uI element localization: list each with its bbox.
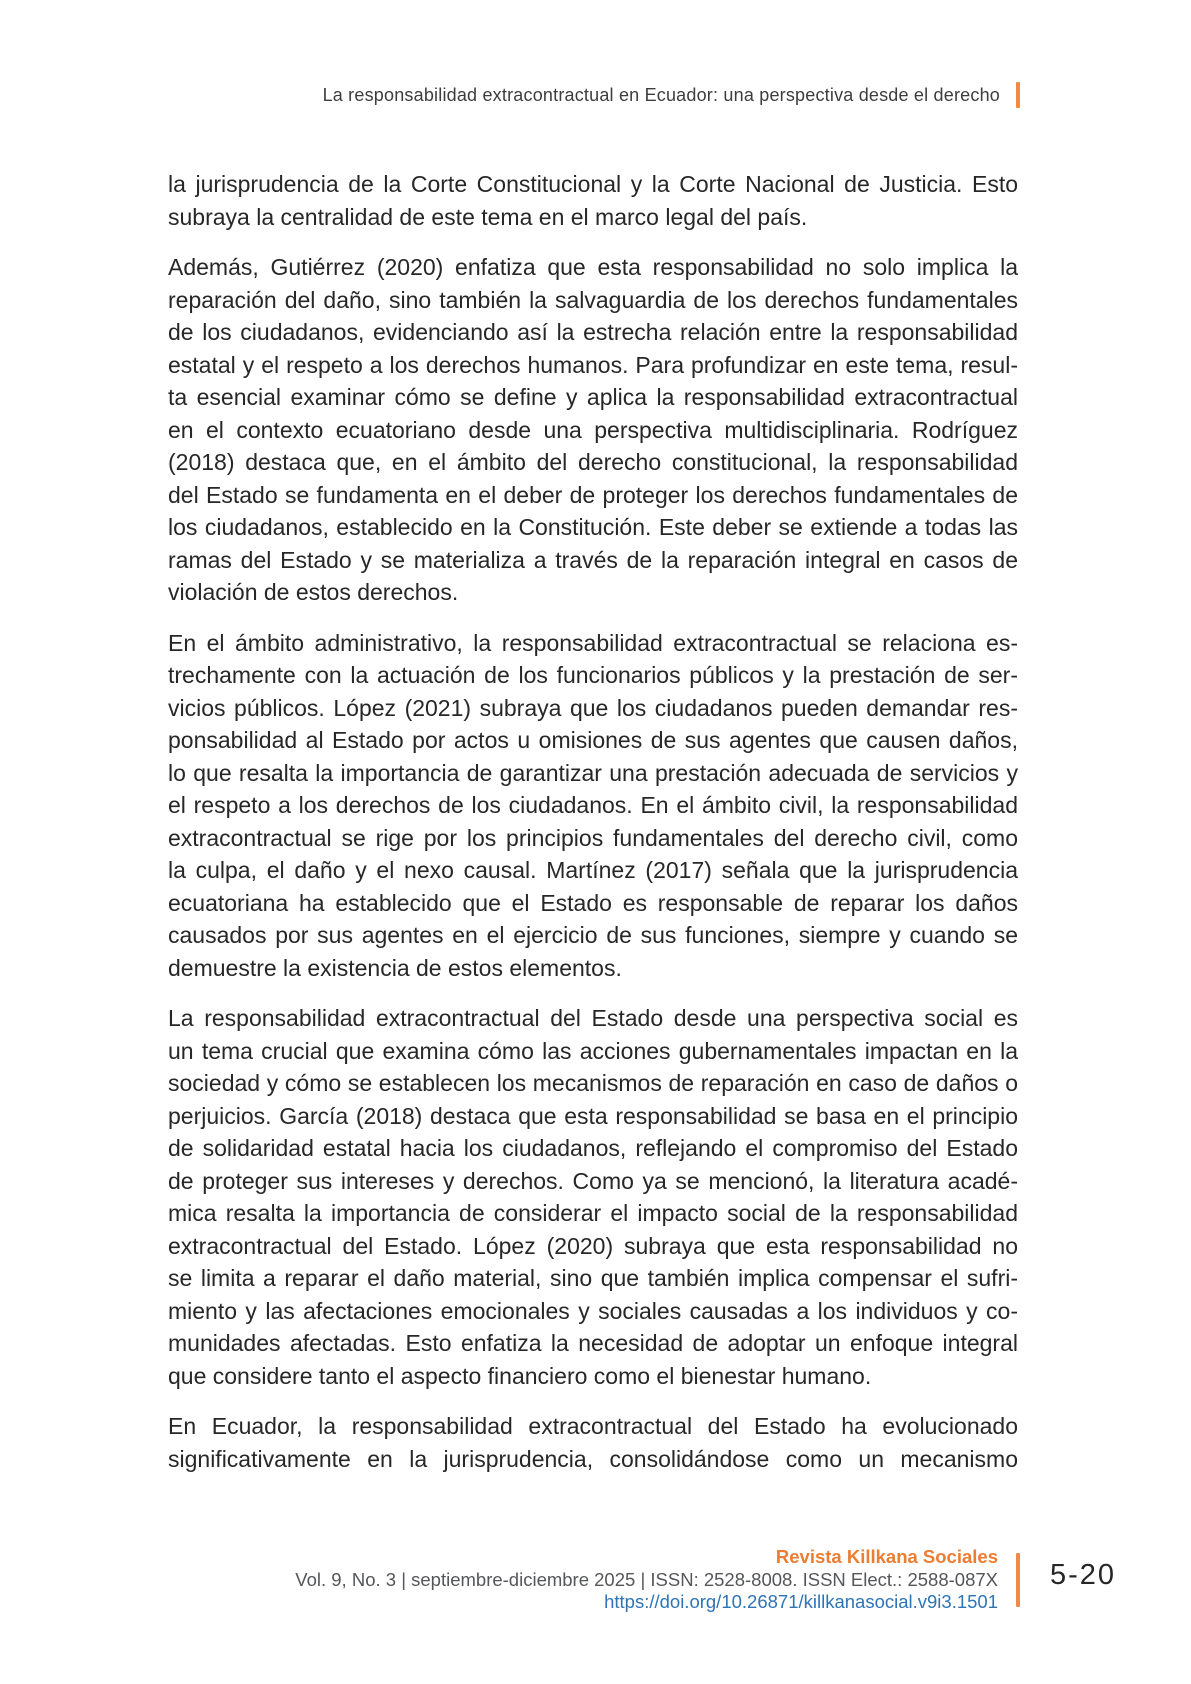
text-line: La responsabilidad extracontractual del Estado desde una perspectiva social es	[168, 1005, 1018, 1031]
text-line: significativamente en la jurisprudencia, consolidándose como un mecanismo	[168, 1445, 1018, 1472]
text-line: extracontractual del Estado. López (2020) subraya que esta responsabilidad no	[168, 1232, 1018, 1259]
text-line: mica resalta la importancia de considerar el impacto social de la responsabilidad	[168, 1200, 1018, 1226]
footer-accent-bar	[1016, 1553, 1020, 1607]
text-line: en el contexto ecuatoriano desde una perspectiva multidisciplinaria. Rodríguez	[168, 416, 1018, 443]
text-line: la jurisprudencia de la Corte Constitucional y la Corte Nacional de Justicia. Esto	[168, 171, 1018, 197]
text-line: sociedad y cómo se establecen los mecanismos de reparación en caso de daños o	[168, 1070, 1018, 1096]
paragraph	[168, 168, 1018, 233]
text-line: del Estado se fundamenta en el deber de proteger los derechos fundamentales de	[168, 481, 1018, 508]
text-line: En el ámbito administrativo, la responsabilidad extracontractual se relaciona es-	[168, 629, 1018, 656]
article-body	[168, 168, 1018, 1493]
text-line: los ciudadanos, establecido en la Constitución. Este deber se extiende a todas las	[168, 514, 1018, 540]
text-line: ponsabilidad al Estado por actos u omisiones de sus agentes que causen daños,	[168, 727, 1018, 753]
text-line: ecuatoriana ha establecido que el Estado es responsable de reparar los daños	[168, 889, 1018, 916]
text-line: violación de estos derechos.	[168, 579, 459, 605]
paragraph	[168, 251, 1018, 609]
running-header	[323, 82, 1020, 108]
text-line: vicios públicos. López (2021) subraya que los ciudadanos pueden demandar res-	[168, 694, 1018, 721]
text-line: un tema crucial que examina cómo las acciones gubernamentales impactan en la	[168, 1037, 1018, 1064]
paragraph	[168, 1410, 1018, 1475]
text-line: trechamente con la actuación de los funcionarios públicos y la prestación de ser-	[168, 662, 1018, 688]
footer-issue-line: Vol. 9, No. 3 | septiembre-diciembre 2025 | ISSN: 2528-8008. ISSN Elect.: 2588-087X	[295, 1568, 998, 1590]
text-line: de solidaridad estatal hacia los ciudadanos, reflejando el compromiso del Estado	[168, 1135, 1018, 1161]
header-accent-bar	[1016, 82, 1020, 108]
text-line: de proteger sus intereses y derechos. Como ya se mencionó, la literatura acadé-	[168, 1167, 1018, 1194]
text-line: ta esencial examinar cómo se define y aplica la responsabilidad extracontractual	[168, 384, 1018, 410]
page-number: 5-20	[1050, 1559, 1117, 1591]
text-line: (2018) destaca que, en el ámbito del derecho constitucional, la responsabilidad	[168, 449, 1018, 475]
text-line: munidades afectadas. Esto enfatiza la necesidad de adoptar un enfoque integral	[168, 1330, 1018, 1356]
text-line: miento y las afectaciones emocionales y sociales causadas a los individuos y co-	[168, 1297, 1018, 1324]
footer-journal-title: Revista Killkana Sociales	[775, 1546, 998, 1567]
text-line: estatal y el respeto a los derechos humanos. Para profundizar en este tema, resul-	[168, 351, 1018, 378]
text-line: de los ciudadanos, evidenciando así la estrecha relación entre la responsabilidad	[168, 319, 1018, 345]
text-line: causados por sus agentes en el ejercicio de sus funciones, siempre y cuando se	[168, 922, 1018, 948]
paragraph	[168, 1002, 1018, 1392]
text-line: En Ecuador, la responsabilidad extracontractual del Estado ha evolucionado	[168, 1413, 1018, 1439]
text-line: demuestre la existencia de estos elementos.	[168, 954, 622, 981]
text-line: lo que resalta la importancia de garantizar una prestación adecuada de servicios y	[168, 759, 1018, 786]
footer-block	[295, 1546, 998, 1614]
footer-doi-link[interactable]: https://doi.org/10.26871/killkanasocial.v9i3.1501	[604, 1591, 998, 1612]
text-line: subraya la centralidad de este tema en el marco legal del país.	[168, 203, 808, 230]
text-line: el respeto a los derechos de los ciudadanos. En el ámbito civil, la responsabilidad	[168, 792, 1018, 818]
text-line: ramas del Estado y se materializa a través de la reparación integral en casos de	[168, 546, 1018, 573]
paragraph	[168, 627, 1018, 985]
text-line: reparación del daño, sino también la salvaguardia de los derechos fundamentales	[168, 286, 1018, 313]
text-line: extracontractual se rige por los principios fundamentales del derecho civil, como	[168, 824, 1018, 851]
text-line: que considere tanto el aspecto financiero como el bienestar humano.	[168, 1362, 872, 1389]
running-title: La responsabilidad extracontractual en Ecuador: una perspectiva desde el derecho	[322, 84, 1000, 105]
text-line: se limita a reparar el daño material, sino que también implica compensar el sufri-	[168, 1265, 1018, 1291]
text-line: Además, Gutiérrez (2020) enfatiza que esta responsabilidad no solo implica la	[168, 254, 1018, 280]
text-line: la culpa, el daño y el nexo causal. Martínez (2017) señala que la jurisprudencia	[168, 857, 1018, 883]
text-line: perjuicios. García (2018) destaca que esta responsabilidad se basa en el principio	[168, 1102, 1018, 1129]
